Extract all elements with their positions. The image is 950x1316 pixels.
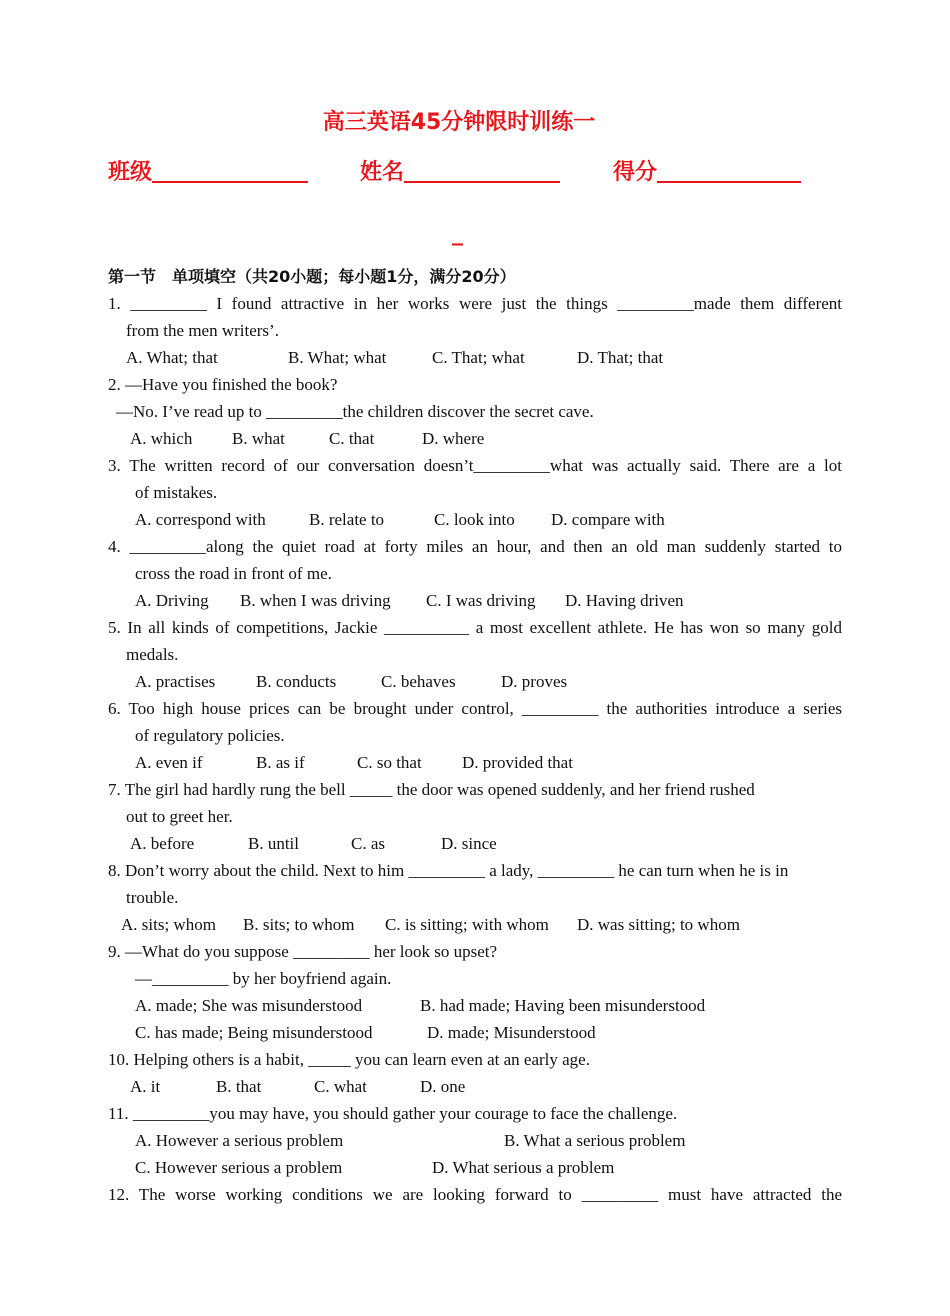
question-9-option-c: C. has made; Being misunderstood: [135, 1023, 373, 1042]
question-1-option-d: D. That; that: [577, 348, 664, 367]
question-9-option-a: A. made; She was misunderstood: [135, 996, 363, 1015]
question-9-option-b: B. had made; Having been misunderstood: [420, 996, 706, 1015]
question-5-option-c: C. behaves: [381, 672, 456, 691]
question-7-line-2: out to greet her.: [126, 807, 233, 826]
question-4-option-d: D. Having driven: [565, 591, 684, 610]
class-field: [108, 158, 308, 188]
question-3-line-2: of mistakes.: [135, 483, 218, 502]
question-4-line-2: cross the road in front of me.: [135, 564, 332, 583]
question-5-option-b: B. conducts: [256, 672, 337, 691]
question-2-option-b: B. what: [232, 429, 285, 448]
question-2-option-c: C. that: [329, 429, 375, 448]
question-7-option-a: A. before: [130, 834, 195, 853]
question-10-option-c: C. what: [314, 1077, 367, 1096]
stray-underscore: _: [452, 221, 463, 246]
question-5-line-2: medals.: [126, 645, 179, 664]
question-6-option-b: B. as if: [256, 753, 305, 772]
question-8-option-b: B. sits; to whom: [243, 915, 355, 934]
question-3-option-a: A. correspond with: [135, 510, 266, 529]
question-10-line-1: 10. Helping others is a habit, _____ you can learn even at an early age.: [108, 1050, 590, 1069]
question-1-option-c: C. That; what: [432, 348, 525, 367]
name-label: 姓名: [360, 160, 405, 185]
page-title: 高三英语45分钟限时训练一: [322, 110, 596, 135]
question-8-line-1: 8. Don’t worry about the child. Next to him _________ a lady, _________ he can turn when he is in: [108, 861, 789, 880]
question-1-option-b: B. What; what: [288, 348, 387, 367]
question-1-option-a: A. What; that: [126, 348, 218, 367]
question-11-line-1: 11. _________you may have, you should gather your courage to face the challenge.: [108, 1104, 678, 1123]
name-blank: [404, 159, 560, 183]
question-8-option-a: A. sits; whom: [121, 915, 216, 934]
question-6-line-1: 6. Too high house prices can be brought under control, _________ the authorities introduce a series: [108, 699, 842, 718]
question-3-option-b: B. relate to: [309, 510, 385, 529]
question-4-option-b: B. when I was driving: [240, 591, 391, 610]
question-9-line-1: 9. —What do you suppose _________ her look so upset?: [108, 942, 498, 961]
question-1-line-2: from the men writers’.: [126, 321, 279, 340]
question-5-option-d: D. proves: [501, 672, 568, 691]
question-8-line-2: trouble.: [126, 888, 179, 907]
class-label: 班级: [108, 160, 153, 185]
name-field: [360, 158, 560, 188]
question-2-line-2: —No. I’ve read up to _________the children discover the secret cave.: [116, 402, 594, 421]
question-11-option-c: C. However serious a problem: [135, 1158, 343, 1177]
question-10-option-b: B. that: [216, 1077, 262, 1096]
question-10-option-a: A. it: [130, 1077, 161, 1096]
score-blank: [657, 159, 801, 183]
question-2-option-a: A. which: [130, 429, 193, 448]
question-10-option-d: D. one: [420, 1077, 466, 1096]
question-6-option-a: A. even if: [135, 753, 203, 772]
question-4-option-a: A. Driving: [135, 591, 209, 610]
question-11-option-d: D. What serious a problem: [432, 1158, 615, 1177]
question-8-option-d: D. was sitting; to whom: [577, 915, 740, 934]
section-title: 第一节 单项填空（共20小题；每小题1分，满分20分）: [108, 267, 516, 286]
question-6-option-c: C. so that: [357, 753, 422, 772]
question-12-line-1: 12. The worse working conditions we are looking forward to _________ must have attracted the: [108, 1185, 842, 1204]
question-3-option-c: C. look into: [434, 510, 515, 529]
question-6-option-d: D. provided that: [462, 753, 573, 772]
question-7-option-d: D. since: [441, 834, 497, 853]
question-4-line-1: 4. _________along the quiet road at forty miles an hour, and then an old man suddenly started to: [108, 537, 842, 556]
question-4-option-c: C. I was driving: [426, 591, 536, 610]
question-5-line-1: 5. In all kinds of competitions, Jackie __________ a most excellent athlete. He has won so many gold: [108, 618, 842, 637]
score-field: [613, 158, 801, 188]
question-8-option-c: C. is sitting; with whom: [385, 915, 549, 934]
question-3-line-1: 3. The written record of our conversation doesn’t_________what was actually said. There are a lot: [108, 456, 842, 475]
question-1-line-1: 1. _________ I found attractive in her works were just the things _________made them different: [108, 294, 842, 313]
question-7-line-1: 7. The girl had hardly rung the bell _____ the door was opened suddenly, and her friend rushed: [108, 780, 755, 799]
question-9-line-2: —_________ by her boyfriend again.: [135, 969, 392, 988]
question-2-option-d: D. where: [422, 429, 485, 448]
question-11-option-a: A. However a serious problem: [135, 1131, 344, 1150]
question-9-option-d: D. made; Misunderstood: [427, 1023, 596, 1042]
question-3-option-d: D. compare with: [551, 510, 665, 529]
question-2-line-1: 2. —Have you finished the book?: [108, 375, 338, 394]
score-label: 得分: [613, 160, 658, 185]
question-6-line-2: of regulatory policies.: [135, 726, 285, 745]
question-11-option-b: B. What a serious problem: [504, 1131, 686, 1150]
question-7-option-b: B. until: [248, 834, 300, 853]
question-5-option-a: A. practises: [135, 672, 216, 691]
question-7-option-c: C. as: [351, 834, 385, 853]
class-blank: [152, 159, 308, 183]
